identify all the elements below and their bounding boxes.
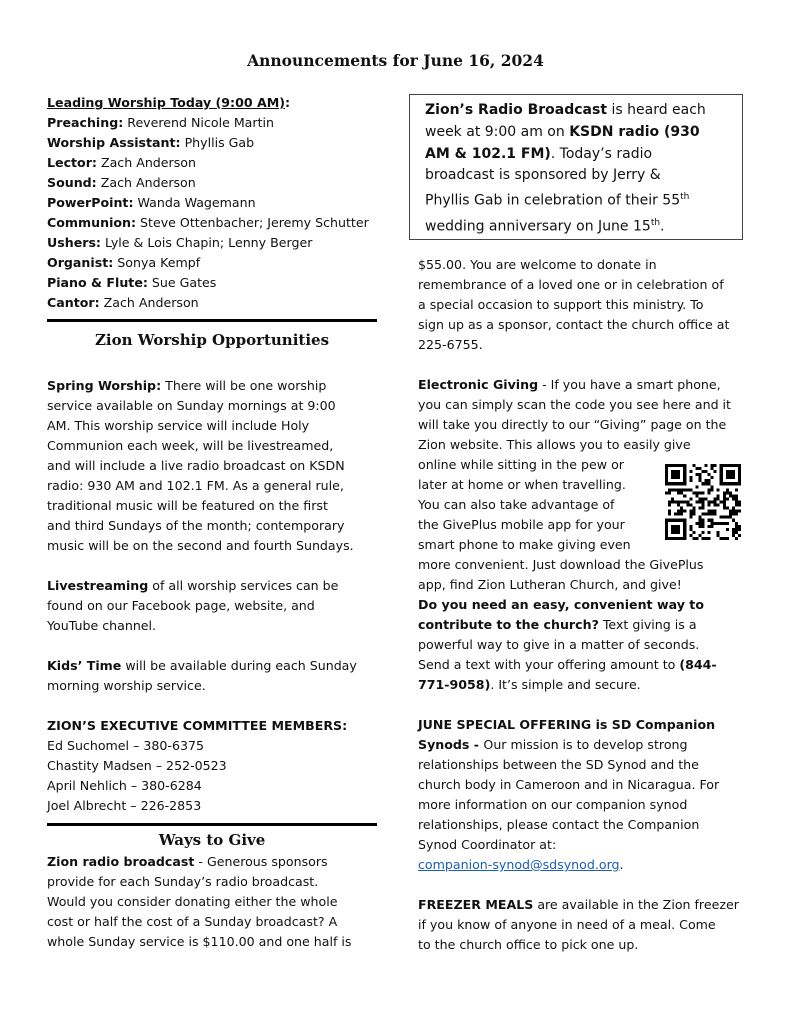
text-line: more convenient. Just download the GivePlus <box>418 557 704 572</box>
text-line: YouTube channel. <box>47 618 157 633</box>
text-line: online while sitting in the pew or <box>418 457 624 472</box>
role-line <box>47 253 377 273</box>
role-label: Ushers: <box>47 235 101 250</box>
text-line: 771-9058). It’s simple and secure. <box>418 677 641 692</box>
text-line: radio: 930 AM and 102.1 FM. As a general rule, <box>47 478 344 493</box>
role-label: Sound: <box>47 175 97 190</box>
livestreaming-line: Livestreaming of all worship services can be <box>47 578 339 593</box>
committee-member: Joel Albrecht – 226-2853 <box>47 798 202 813</box>
radio-broadcast-line: Zion radio broadcast - Generous sponsors <box>47 854 328 869</box>
role-label: Communion: <box>47 215 137 230</box>
role-line <box>47 213 377 233</box>
text-line: morning worship service. <box>47 678 206 693</box>
role-label: PowerPoint: <box>47 195 134 210</box>
role-value: Sue Gates <box>147 275 217 290</box>
text-line: if you know of anyone in need of a meal. Come <box>418 917 716 932</box>
text-line: powerful way to give in a matter of seconds. <box>418 637 700 652</box>
text-line: more information on our companion synod <box>418 797 688 812</box>
text-line: and third Sundays of the month; contemporary <box>47 518 345 533</box>
role-line <box>47 293 377 313</box>
text-line: Synod Coordinator at: <box>418 837 557 852</box>
companion-synod-email-link[interactable]: companion-synod@sdsynod.org <box>418 857 620 872</box>
text-line: found on our Facebook page, website, and <box>47 598 315 613</box>
text-line: a special occasion to support this ministry. To <box>418 297 704 312</box>
spring-worship-line: Spring Worship: There will be one worship <box>47 378 327 393</box>
role-line <box>47 133 377 153</box>
committee-member: April Nehlich – 380-6284 <box>47 778 202 793</box>
text-line: and will include a live radio broadcast on KSDN <box>47 458 345 473</box>
electronic-giving-line: Electronic Giving - If you have a smart phone, <box>418 377 721 392</box>
box-line: Zion’s Radio Broadcast is heard each <box>425 102 706 118</box>
text-line: later at home or when travelling. <box>418 477 626 492</box>
role-line <box>47 173 377 193</box>
role-value: Sonya Kempf <box>113 255 201 270</box>
role-value: Phyllis Gab <box>180 135 255 150</box>
role-value: Zach Anderson <box>99 295 199 310</box>
left-column <box>47 93 377 952</box>
role-label: Cantor: <box>47 295 100 310</box>
role-value: Lyle & Lois Chapin; Lenny Berger <box>100 235 313 250</box>
text-line: 225-6755. <box>418 337 483 352</box>
role-line <box>47 273 377 293</box>
text-line: Zion website. This allows you to easily give <box>418 437 691 452</box>
role-label: Piano & Flute: <box>47 275 148 290</box>
role-label: Organist: <box>47 255 114 270</box>
role-value: Zach Anderson <box>96 155 196 170</box>
text-line: you can simply scan the code you see here and it <box>418 397 731 412</box>
leading-roles <box>47 113 377 313</box>
freezer-meals-line: FREEZER MEALS are available in the Zion freezer <box>418 897 739 912</box>
text-line: whole Sunday service is $110.00 and one half is <box>47 934 352 949</box>
box-line: wedding anniversary on June 15th. <box>425 217 665 235</box>
text-giving-heading: Do you need an easy, convenient way to <box>418 597 704 612</box>
text-line: traditional music will be featured on the first <box>47 498 328 513</box>
text-line: contribute to the church? Text giving is a <box>418 617 697 632</box>
role-line <box>47 153 377 173</box>
text-line: church body in Cameroon and in Nicaragua. For <box>418 777 720 792</box>
text-line: Would you consider donating either the whole <box>47 894 338 909</box>
text-line: companion-synod@sdsynod.org. <box>418 857 624 872</box>
text-line: smart phone to make giving even <box>418 537 631 552</box>
text-line: You can also take advantage of <box>418 497 615 512</box>
role-value: Steve Ottenbacher; Jeremy Schutter <box>136 215 369 230</box>
text-line: service available on Sunday mornings at 9:00 <box>47 398 336 413</box>
kids-time-line: Kids’ Time will be available during each Sunday <box>47 658 357 673</box>
text-line: to the church office to pick one up. <box>418 937 639 952</box>
text-line: cost or half the cost of a Sunday broadcast? A <box>47 914 338 929</box>
text-line: Communion each week, will be livestreamed, <box>47 438 334 453</box>
box-line: broadcast is sponsored by Jerry & <box>425 167 661 184</box>
committee-member: Chastity Madsen – 252-0523 <box>47 758 227 773</box>
role-value: Wanda Wagemann <box>133 195 256 210</box>
text-line: sign up as a sponsor, contact the church office at <box>418 317 730 332</box>
text-line: Synods - Our mission is to develop strong <box>418 737 688 752</box>
text-line: the GivePlus mobile app for your <box>418 517 625 532</box>
radio-broadcast-box <box>409 94 743 240</box>
qr-code-icon[interactable] <box>664 464 742 540</box>
text-line: provide for each Sunday’s radio broadcast. <box>47 874 319 889</box>
box-line: AM & 102.1 FM). Today’s radio <box>425 145 653 162</box>
june-offering-heading: JUNE SPECIAL OFFERING is SD Companion <box>418 717 716 732</box>
box-line: week at 9:00 am on KSDN radio (930 <box>425 123 700 140</box>
role-line <box>47 113 377 133</box>
text-line: app, find Zion Lutheran Church, and give! <box>418 577 682 592</box>
committee-heading: ZION’S EXECUTIVE COMMITTEE MEMBERS: <box>47 718 348 733</box>
text-line: Send a text with your offering amount to (844- <box>418 657 717 672</box>
leading-heading: Leading Worship Today (9:00 AM): <box>47 95 291 110</box>
role-value: Zach Anderson <box>96 175 196 190</box>
right-column <box>418 255 750 955</box>
page-title: Announcements for June 16, 2024 <box>247 51 544 70</box>
role-line <box>47 233 377 253</box>
text-line: relationships, please contact the Companion <box>418 817 700 832</box>
role-label: Worship Assistant: <box>47 135 181 150</box>
box-line: Phyllis Gab in celebration of their 55th <box>425 192 690 209</box>
role-label: Lector: <box>47 155 97 170</box>
text-line: music will be on the second and fourth Sundays. <box>47 538 354 553</box>
role-value: Reverend Nicole Martin <box>123 115 274 130</box>
text-line: remembrance of a loved one or in celebration of <box>418 277 724 292</box>
role-line <box>47 193 377 213</box>
role-label: Preaching: <box>47 115 124 130</box>
text-line: will take you directly to our “Giving” page on the <box>418 417 727 432</box>
committee-member: Ed Suchomel – 380-6375 <box>47 738 204 753</box>
text-line: AM. This worship service will include Holy <box>47 418 310 433</box>
ways-to-give-heading: Ways to Give <box>158 831 266 849</box>
worship-heading: Zion Worship Opportunities <box>94 331 330 349</box>
text-line: relationships between the SD Synod and the <box>418 757 699 772</box>
text-line: $55.00. You are welcome to donate in <box>418 257 657 272</box>
